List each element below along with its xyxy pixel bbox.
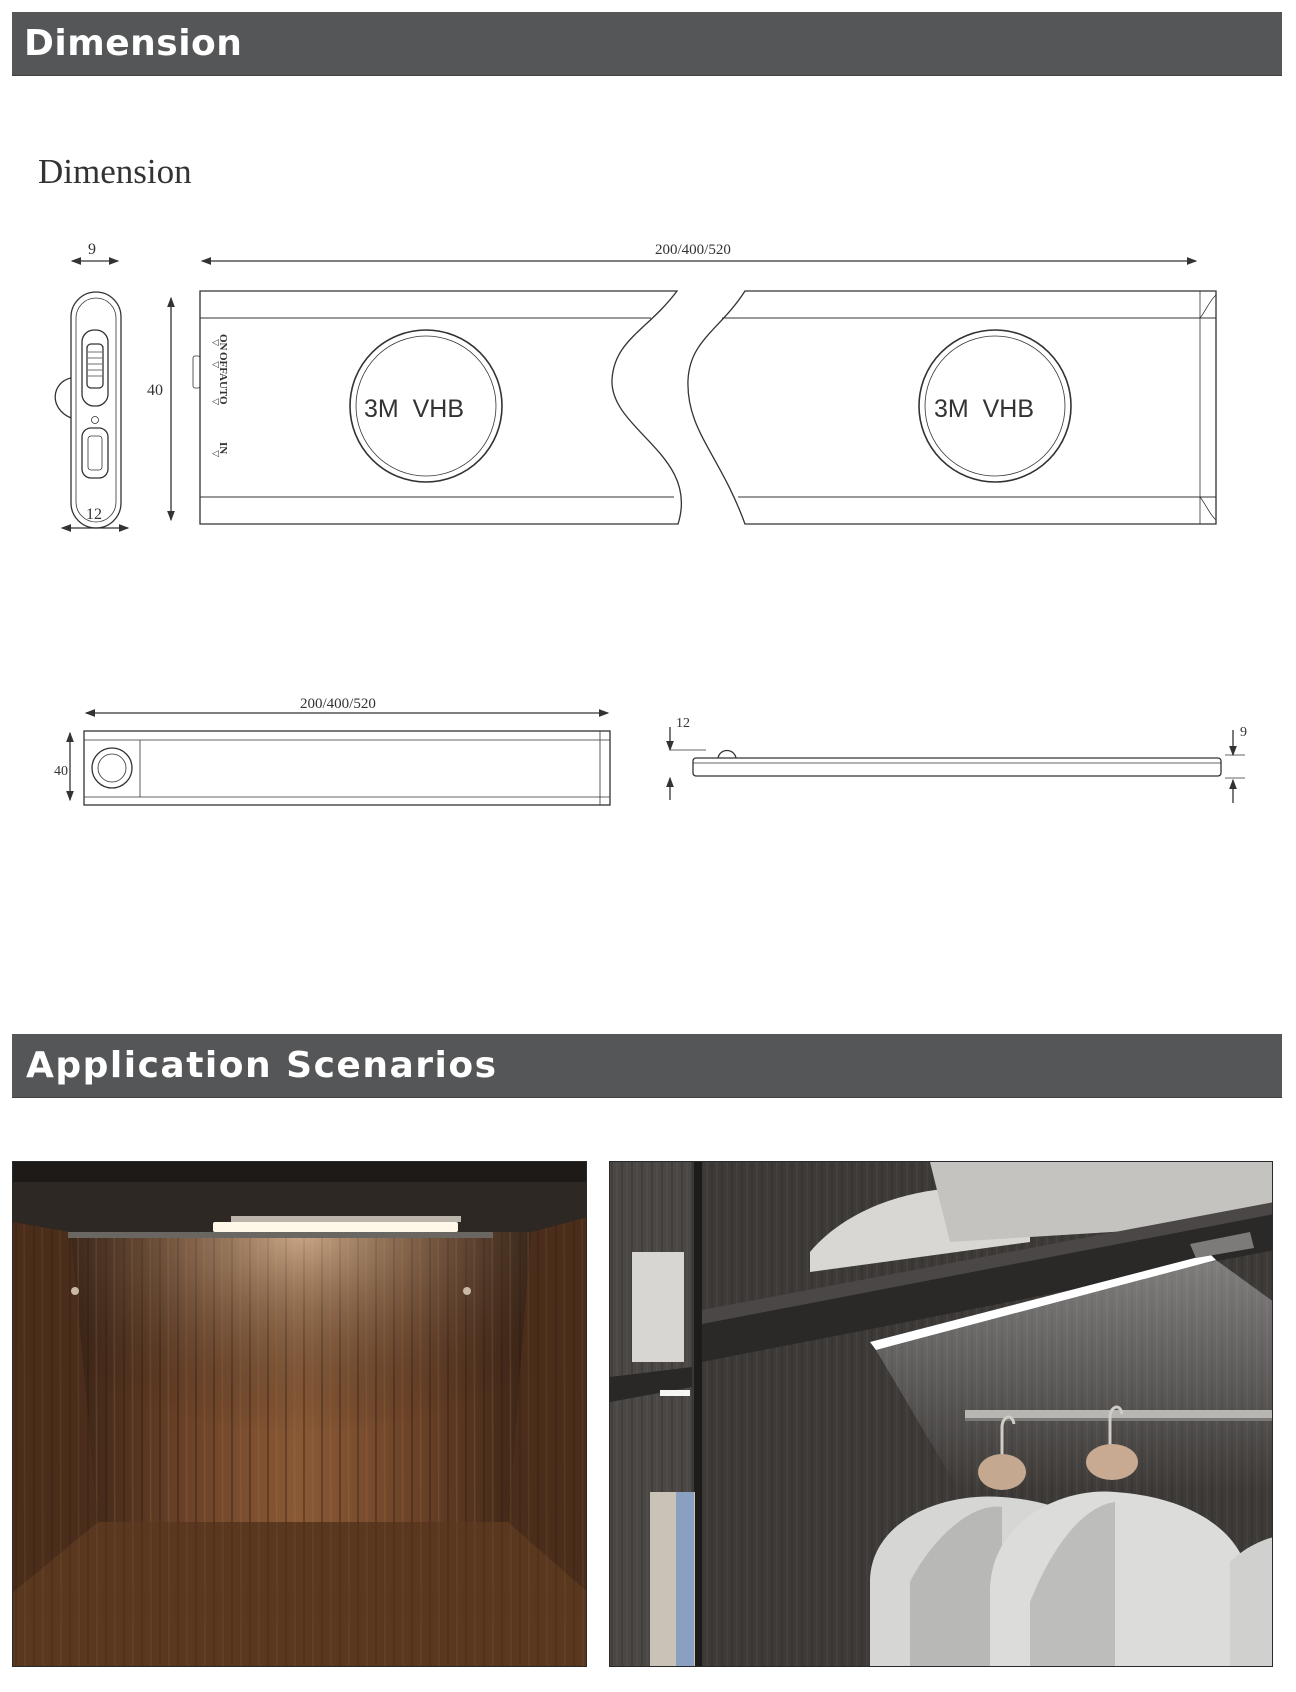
height-label: 40 <box>147 382 163 399</box>
sensor-bump <box>55 378 71 418</box>
side-width-label: 9 <box>88 241 96 258</box>
bottom-height-label: 40 <box>54 764 68 779</box>
side-profile-outline <box>71 292 121 528</box>
side-bottom-label: 12 <box>86 506 102 523</box>
profile-right-label: 9 <box>1240 725 1247 740</box>
vhb-label-left: 3M VHB <box>363 395 465 423</box>
switch-label-off: OFF <box>217 352 229 374</box>
switch-knob <box>87 344 103 388</box>
switch-label-on: ON <box>217 334 229 351</box>
usb-port <box>82 428 108 478</box>
profile-left-label: 12 <box>676 716 690 731</box>
switch-label-auto: AUTO <box>217 373 229 405</box>
switch-slot <box>82 330 108 406</box>
length-label: 200/400/520 <box>655 242 731 258</box>
wardrobe-photo <box>609 1161 1273 1667</box>
svg-text:◁: ◁ <box>212 359 219 369</box>
bottom-length-label: 200/400/520 <box>300 696 376 712</box>
drawing-title: Dimension <box>38 152 192 191</box>
section-header-title: Dimension <box>24 23 243 64</box>
svg-text:◁: ◁ <box>212 337 219 347</box>
section-header-application-scenarios <box>12 1034 1282 1098</box>
profile-sensor-bump <box>718 751 736 759</box>
vhb-label-right: 3M VHB <box>933 395 1035 423</box>
profile-view <box>670 727 1245 803</box>
section-header-title: Application Scenarios <box>26 1045 498 1086</box>
svg-text:◁: ◁ <box>212 396 219 406</box>
cabinet-photo <box>12 1161 587 1667</box>
svg-text:◁: ◁ <box>212 448 219 458</box>
side-view <box>55 261 128 528</box>
bottom-view <box>70 713 610 805</box>
switch-label-in: IN <box>217 442 229 455</box>
